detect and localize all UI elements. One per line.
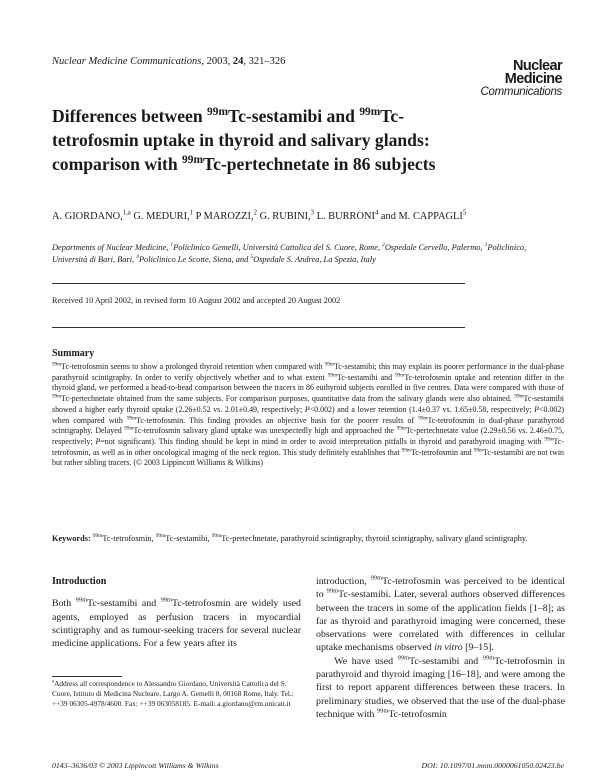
author-name: G. RUBINI, bbox=[259, 211, 311, 222]
affiliation-text: Policlinico, Università di Bari, Bari, bbox=[52, 243, 527, 264]
logo-line-3: Communications bbox=[480, 86, 562, 98]
introduction-text-right: introduction, $^{99m}$Tc-tetrofosmin was perceived to be identical to $^{99m}$Tc-sestamibi. Later, several authors observed differences between the tracers in some of the application fields [1–8]; as far as thyroid and parathyroid imaging were concerned, these observations were correlated with differences in cellular uptake mechanisms observed in vitro [9–15]. We have used $^{99m}$Tc-sestamibi and $^{99m}$Tc-tetrofosmin in parathyroid and thyroid imaging [16–18], and were among the first to report apparent differences between these tracers. In preliminary studies, we observed that the use of the dual-phase technique with $^{99m}$Tc-tetrofosmin bbox=[316, 574, 565, 720]
author-list bbox=[52, 210, 472, 224]
affiliation-marker: 1 bbox=[170, 242, 174, 249]
title-part: Tc-tetrofosmin uptake in thyroid and salivary glands: comparison with bbox=[52, 106, 430, 174]
summary-text: $^{99m}$Tc-tetrofosmin seems to show a prolonged thyroid retention when compared with $^{99m}$Tc-sestamibi; this may explain its poorer performance in the dual-phase parathyroid scintigraphy. In order to verify objectively whether and to what extent $^{99m}$Tc-sestamibi and $^{99m}$Tc-tetrofosmin uptake and retention differ in the thyroid gland, we performed a head-to-head comparison between the tracers in 86 euthyroid subjects enrolled in five centres. Data were compared with those of $^{99m}$Tc-pertechnetate obtained from the same subjects. For comparison purposes, quantitative data from the salivary glands were also obtained. $^{99m}$Tc-sestamibi showed a higher early thyroid uptake (2.26±0.52 vs. 2.01±0.49, respectively; P<0.002) and a lower retention (1.4±0.37 vs. 1.65±0.58, respectively; P<0.002) when compared with $^{99m}$Tc-tetrofosmin. This finding provides an objective basis for the poorer results of $^{99m}$Tc-tetrofosmin in dual-phase parathyroid scintigraphy. Delayed $^{99m}$Tc-tetrofosmin salivary gland uptake was unexpectedly high and approached the $^{99m}$Tc-pertechnetate value (2.29±0.56 vs. 2.46±0.75, respectively; P=not significant). This finding should be kept in mind in order to avoid interpretation pitfalls in thyroid and parathyroid imaging with $^{99m}$Tc-tetrofosmin, as well as in other oncological imaging of the neck region. This study definitely establishes that $^{99m}$Tc-tetrofosmin and $^{99m}$Tc-sestamibi are not twin but rather sibling tracers. (© 2003 Lippincott Williams & Wilkins) bbox=[52, 361, 565, 468]
journal-pages: , 321–326 bbox=[243, 56, 286, 67]
summary-heading: Summary bbox=[52, 348, 95, 359]
journal-year: , 2003, bbox=[201, 56, 233, 67]
journal-logo bbox=[452, 60, 562, 99]
affiliation-marker: 2 bbox=[382, 242, 385, 249]
keywords-list: $^{99m}$Tc-tetrofosmin, $^{99m}$Tc-sestamibi, $^{99m}$Tc-pertechnetate, parathyroid scintigraphy, thyroid scintigraphy, salivary gland scintigraphy. bbox=[92, 533, 528, 543]
divider-rule bbox=[52, 327, 465, 328]
author-affiliation-marker: 3 bbox=[310, 209, 315, 217]
logo-line-2: Medicine bbox=[504, 71, 562, 87]
affiliation-text: Ospedale Cervello, Palermo, bbox=[384, 243, 485, 252]
title-part: Differences between bbox=[52, 106, 208, 126]
affiliation-marker: 3 bbox=[484, 242, 488, 249]
affiliation-text: Policlinico Le Scotte, Siena, and bbox=[138, 254, 251, 264]
correspondence-footnote: $^a$Address all correspondence to Alessandro Giordano, Università Cattolica del S. Cuore, Istituto di Medicina Nucleare, Largo A. Gemelli 8, 00168 Rome, Italy. Tel.: ++39 06305-4978/4600. Fax: ++39 063058185. E-mail: a.giordano@rm.unicatt.it bbox=[52, 679, 294, 708]
footnote-rule bbox=[52, 676, 122, 677]
title-superscript: 99m bbox=[207, 106, 228, 119]
affiliation-text: Policlinico Gemelli, Università Cattolica del S. Cuore, Rome, bbox=[173, 243, 383, 252]
author-name: M. CAPPAGLI bbox=[398, 211, 463, 222]
author-separator: and bbox=[378, 211, 399, 222]
journal-name: Nuclear Medicine Communications bbox=[52, 56, 202, 67]
author-name: P MAROZZI, bbox=[195, 211, 254, 222]
keywords-label: Keywords: bbox=[52, 534, 93, 543]
divider-rule bbox=[52, 283, 465, 284]
title-superscript: 99m bbox=[359, 106, 381, 119]
author-affiliation-marker: 2 bbox=[253, 209, 257, 217]
affiliations bbox=[52, 242, 562, 265]
title-part: Tc-pertechnetate in 86 subjects bbox=[202, 154, 436, 174]
footer-doi: DOI: 10.1097/01.mnm.0000061050.02423.be bbox=[421, 761, 564, 770]
author-affiliation-marker: 5 bbox=[462, 209, 467, 217]
title-superscript: 99m bbox=[182, 154, 203, 167]
keywords bbox=[52, 533, 564, 545]
right-column bbox=[316, 575, 565, 721]
journal-volume: 24 bbox=[232, 56, 244, 67]
author-affiliation-marker: 1 bbox=[189, 209, 194, 217]
affiliation-text: Ospedale S. Andrea, La Spezia, Italy bbox=[253, 254, 376, 264]
author-name: G. MEDURI, bbox=[133, 211, 190, 222]
affiliation-marker: 5 bbox=[250, 253, 254, 260]
author-affiliation-marker: 1,a bbox=[122, 209, 131, 217]
footer-copyright: 0143–3636/03 © 2003 Lippincott Williams & Wilkins bbox=[52, 761, 219, 770]
received-dates: Received 10 April 2002, in revised form 10 August 2002 and accepted 20 August 2002 bbox=[52, 296, 341, 305]
article-title bbox=[52, 104, 482, 176]
introduction-heading: Introduction bbox=[52, 576, 107, 587]
author-name: L. BURRONI bbox=[316, 211, 375, 222]
title-part: Tc-sestamibi and bbox=[228, 106, 360, 126]
author-name: A. GIORDANO, bbox=[52, 211, 123, 222]
journal-citation bbox=[52, 56, 285, 67]
logo-line-1: Nuclear bbox=[513, 58, 562, 74]
affiliation-marker: 4 bbox=[136, 253, 139, 260]
left-column bbox=[52, 575, 301, 650]
introduction-text-left: Both $^{99m}$Tc-sestamibi and $^{99m}$Tc-tetrofosmin are widely used agents, employed as perfusion tracers in myocardial scintigraphy and as tumour-seeking tracers for several nuclear medicine applications. For a few years after its bbox=[52, 597, 301, 650]
affiliation-text: Departments of Nuclear Medicine, bbox=[52, 243, 171, 252]
author-affiliation-marker: 4 bbox=[374, 209, 379, 217]
